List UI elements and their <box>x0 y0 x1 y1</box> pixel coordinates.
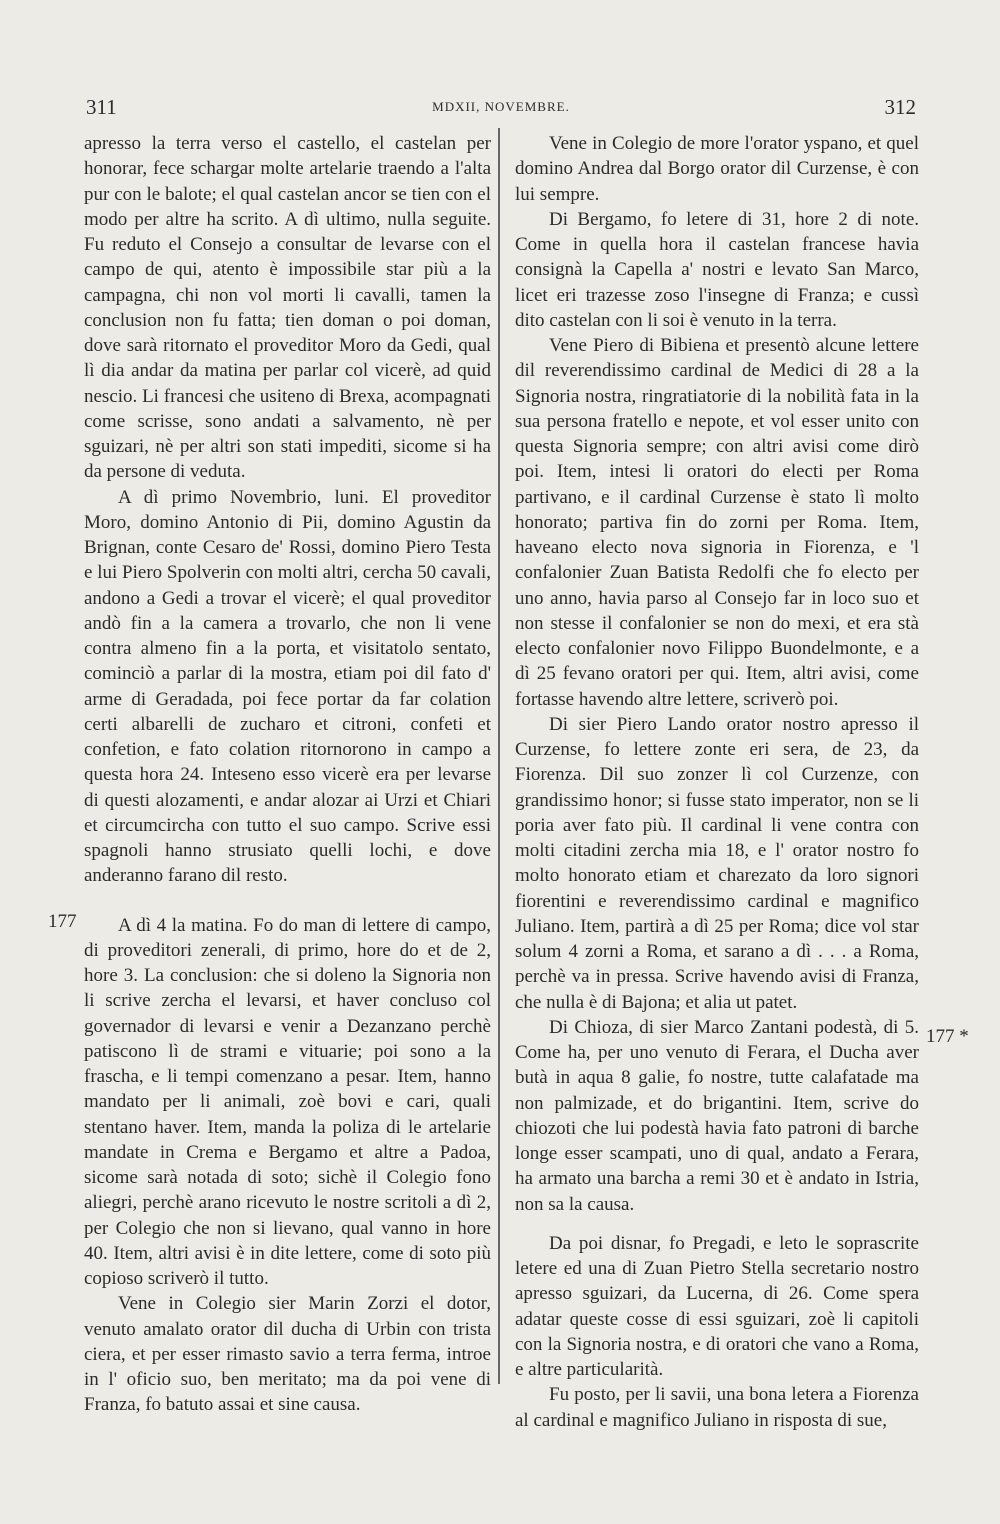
paragraph: apresso la terra verso el castello, el castelan per honorar, fece schargar molte artelarie traendo a l'alta pur con le balote; el qual castelan ancor se tien con el modo per altre ha scrito. A dì ultimo, nulla seguite. Fu reduto el Consejo a consultar de levarse con el campo de qui, atento è impossibile star più a la campagna, chi non vol morti li cavalli, tamen la conclusion non fu fatta; tien doman o poi doman, dove sarà ritornato el proveditor Moro da Gedi, qual lì dia andar da matina per parlar col vicerè, ad quid nescio. Li francesi che usiteno di Brexa, acompagnati come scrisse, sono andati a salvamento, nè per sguizari, nè per altri son stati impediti, sicome si ha da persone di veduta. <box>84 133 491 483</box>
paragraph: Vene Piero di Bibiena et presentò alcune lettere dil reverendissimo cardinal de Medici di 28 a la Signoria nostra, ringratiatorie di la nobilità fata in la sua persona fratello e nepote, et vol esser unito con questa Signoria sempre; con altri avisi come dirò poi. Item, intesi li oratori do electi per Roma partivano, e il cardinal Curzense è stato lì molto honorato; partiva fin do zorni per Roma. Item, haveano electo nova signoria in Fiorenza, e 'l confalonier Zuan Batista Redolfi che fo electo per uno anno, havia parso al Consejo far in loco suo et non stesse il confalonier se non do mexi, et era stà electo confalonier novo Filippo Buondelmonte, e a dì 25 fevano oratori per qui. Item, altri avisi, come fortasse havendo altre lettere, scriverò poi. <box>515 335 919 710</box>
page-number-right: 312 <box>884 95 916 119</box>
margin-number-right: 177 * <box>926 1026 969 1047</box>
paragraph: Vene in Colegio de more l'orator yspano, et quel domino Andrea dal Borgo orator dil Curzense, è con lui sempre. <box>515 133 919 205</box>
paragraph: A dì primo Novembrio, luni. El proveditor Moro, domino Antonio di Pii, domino Agustin da Brignan, conte Cesaro de' Rossi, domino Piero Testa e lui Piero Spolverin con molti altri, cercha 50 cavali, andono a Gedi a trovar el vicerè; el qual proveditor andò fin a la camera a trovarlo, che non li vene contra almeno fin a la porta, et visitatolo sentato, cominciò a parlar di la mostra, etiam poi dil fato d' arme di Geradada, poi fece portar da far colation certi albarelli de zucharo et citroni, confeti et confetion, e fato colation ritornorono in campo a questa hora 24. Inteseno esso vicerè era per levarse di questi alozamenti, e andar alozar ai Urzi et Chiari et circumcircha con tutto el suo campo. Scrive essi spagnoli hanno strusiato quelli lochi, e dove anderanno farano dil resto. <box>84 486 491 887</box>
paragraph: A dì 4 la matina. Fo do man di lettere di campo, di proveditori zenerali, di primo, hore do et de 2, hore 3. La conclusion: che si doleno la Signoria non li scrive zercha el levarsi, et haver concluso col governador di levarsi e venir a Dezanzano perchè patiscono lì de strami e vituarie; poi sono a la frascha, e li tempi comenzano a pesar. Item, hanno mandato per li animali, zoè bovi e cari, quali stentano haver. Item, manda la poliza di le artelarie mandate in Crema e Bergamo et altre a Padoa, sicome sarà notada di soto; sichè il Colegio fono aliegri, perchè arano ricevuto le nostre scritoli a dì 2, per Colegio che non si lievano, qual vanno in hore 40. Item, altri avisi è in dite lettere, come di soto più copioso scriverò il tutto. <box>84 914 491 1289</box>
paragraph: Fu posto, per li savii, una bona letera a Fiorenza al cardinal e magnifico Juliano in risposta di sue, <box>515 1384 919 1431</box>
paragraph: Vene in Colegio sier Marin Zorzi el dotor, venuto amalato orator dil ducha di Urbin con trista ciera, et per esser rimasto savio a terra ferma, introe in l' oficio suo, ben meritato; ma da poi vene di Franza, fo batuto assai et sine causa. <box>84 1293 491 1416</box>
paragraph: Di sier Piero Lando orator nostro apresso il Curzense, fo lettere zonte eri sera, de 23, da Fiorenza. Dil suo zonzer lì col Curzenze, con grandissimo honor; si fusse stato imperator, non se li poria aver fato più. Il cardinal li vene contra con molti citadini zercha mia 18, e l' orator nostro fo molto honorato etiam et charezato da loro signori fiorentini e reverendissimo cardinal e magnifico Juliano. Item, partirà a dì 25 per Roma; dice vol star solum 4 zorni a Roma, et sarano a dì . . . a Roma, perchè va in pressa. Scrive havendo avisi di Franza, che nulla è di Bajona; et alia ut patet. <box>515 713 919 1013</box>
paragraph: Di Bergamo, fo letere di 31, hore 2 di note. Come in quella hora il castelan francese havia consignà la Capella a' nostri e levato San Marco, licet eri trazesse zoso l'insegne di Franza; e cussì dito castelan con li soi è venuto in la terra. <box>515 208 919 331</box>
margin-number-left: 177 <box>48 911 77 932</box>
running-title: MDXII, NOVEMBRE. <box>432 99 570 114</box>
paragraph: Di Chioza, di sier Marco Zantani podestà, di 5. Come ha, per uno venuto di Ferara, el Ducha aver butà in aqua 8 galie, fo nostre, tutte calafatade ma non palmizade, et do brigantini. Item, scrive do chiozoti che lui podestà havia fato patroni di barche longe esser scampati, uno di qual, andato a Ferara, ha armato una barcha a remi 30 et è andato in Istria, non sa la causa. <box>515 1016 919 1215</box>
page-number-left: 311 <box>86 95 117 119</box>
right-column <box>515 131 919 1433</box>
column-divider <box>498 128 500 1384</box>
page-header <box>86 92 916 122</box>
paragraph: Da poi disnar, fo Pregadi, e leto le soprascrite letere ed una di Zuan Pietro Stella secretario nostro apresso sguizari, da Lucerna, di 26. Come spera adatar queste cosse di essi sguizari, zoè li capitoli con la Signoria nostra, e di oratori che vano a Roma, e altre particularità. <box>515 1232 919 1380</box>
left-column <box>84 131 491 1418</box>
